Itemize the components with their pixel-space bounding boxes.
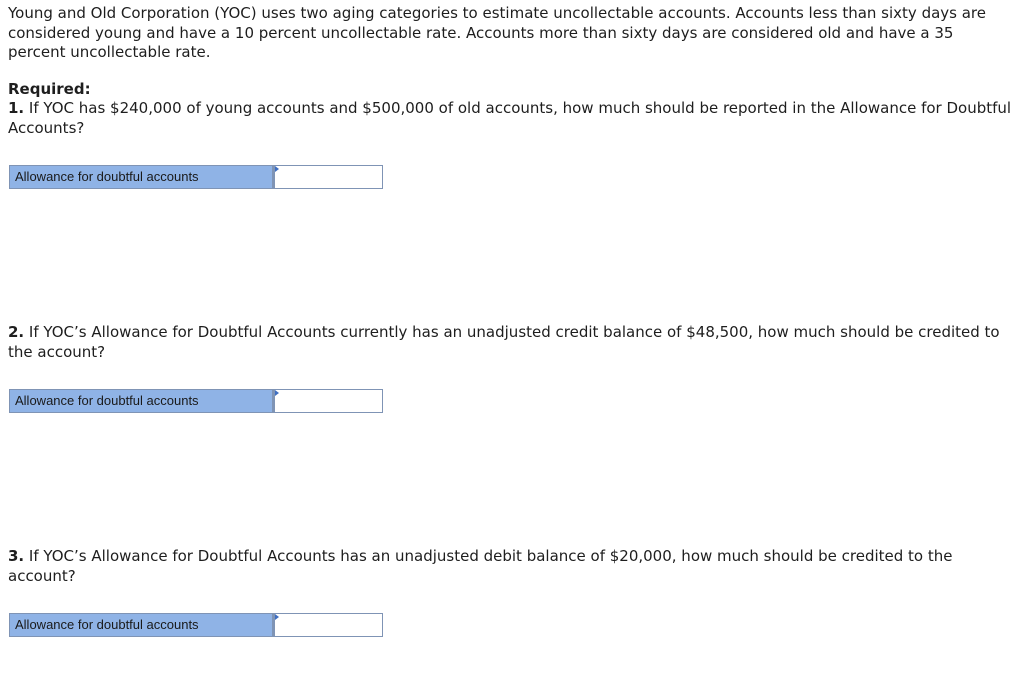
required-heading: Required: bbox=[8, 80, 91, 98]
answer-input-wrap-1 bbox=[273, 165, 383, 189]
question-2 bbox=[8, 323, 1013, 362]
allowance-input-2[interactable] bbox=[273, 389, 383, 413]
answer-label-3: Allowance for doubtful accounts bbox=[9, 613, 273, 637]
answer-row-2 bbox=[9, 389, 383, 413]
answer-label-2: Allowance for doubtful accounts bbox=[9, 389, 273, 413]
question-1 bbox=[8, 99, 1013, 138]
allowance-input-1[interactable] bbox=[273, 165, 383, 189]
question-1-text: If YOC has $240,000 of young accounts and $500,000 of old accounts, how much should be reported in the Allowance for Doubtful Accounts? bbox=[8, 99, 1012, 137]
input-marker-icon bbox=[275, 614, 279, 620]
answer-label-1: Allowance for doubtful accounts bbox=[9, 165, 273, 189]
question-2-text: If YOC’s Allowance for Doubtful Accounts currently has an unadjusted credit balance of $48,500, how much should be credited to the account? bbox=[8, 323, 1000, 361]
answer-input-wrap-2 bbox=[273, 389, 383, 413]
allowance-input-3[interactable] bbox=[273, 613, 383, 637]
question-3-number: 3. bbox=[8, 547, 25, 565]
question-3-text: If YOC’s Allowance for Doubtful Accounts has an unadjusted debit balance of $20,000, how much should be credited to the account? bbox=[8, 547, 953, 585]
answer-row-3 bbox=[9, 613, 383, 637]
question-3 bbox=[8, 547, 1013, 586]
input-marker-icon bbox=[275, 166, 279, 172]
question-1-number: 1. bbox=[8, 99, 25, 117]
answer-row-1 bbox=[9, 165, 383, 189]
question-2-number: 2. bbox=[8, 323, 25, 341]
answer-input-wrap-3 bbox=[273, 613, 383, 637]
problem-intro: Young and Old Corporation (YOC) uses two aging categories to estimate uncollectable accounts. Accounts less than sixty days are considered young and have a 10 percent uncollectable rate. Accounts more than sixty days are considered old and have a 35 percent uncollectable rate. bbox=[8, 4, 987, 61]
input-marker-icon bbox=[275, 390, 279, 396]
